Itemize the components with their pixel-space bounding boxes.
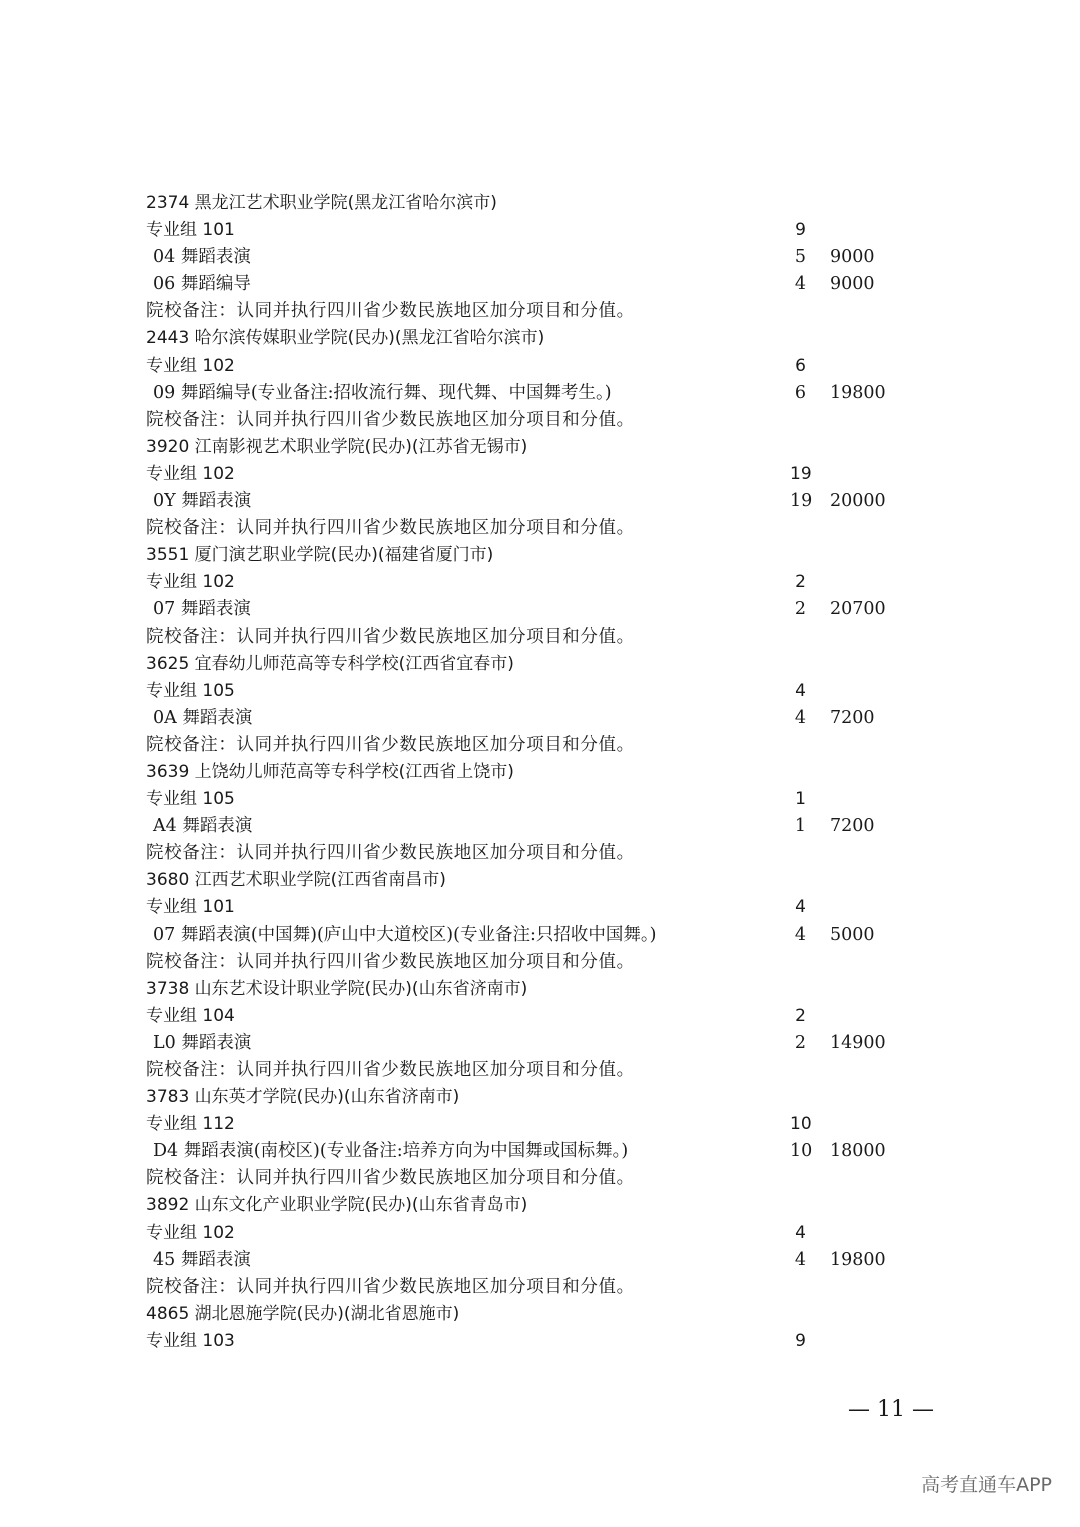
group-label: 专业组 103	[146, 1330, 235, 1351]
school-note: 院校备注：认同并执行四川省少数民族地区加分项目和分值。	[146, 951, 635, 972]
major-plan-count: 4	[794, 924, 807, 945]
major-line	[0, 271, 1080, 298]
major-plan-count: 6	[794, 382, 807, 403]
school-note-line	[0, 840, 1080, 867]
admission-plan-list	[0, 190, 1080, 1355]
group-plan-count: 19	[790, 463, 812, 484]
group-line	[0, 461, 1080, 488]
group-label: 专业组 102	[146, 1222, 235, 1243]
school-line	[0, 759, 1080, 786]
major-line	[0, 1138, 1080, 1165]
group-plan-count: 4	[795, 897, 806, 918]
group-label: 专业组 101	[146, 897, 235, 918]
major-line	[0, 380, 1080, 407]
major-tuition-fee: 18000	[830, 1141, 886, 1162]
school-note-line	[0, 515, 1080, 542]
major-plan-count: 4	[794, 1249, 807, 1270]
school-line	[0, 867, 1080, 894]
major-name: A4 舞蹈表演	[153, 816, 253, 837]
school-line	[0, 1192, 1080, 1219]
major-tuition-fee: 20000	[830, 491, 886, 512]
major-name: D4 舞蹈表演(南校区)(专业备注:培养方向为中国舞或国标舞。)	[153, 1141, 629, 1162]
group-plan-count: 9	[795, 1330, 806, 1351]
major-name: L0 舞蹈表演	[153, 1032, 252, 1053]
group-plan-count: 2	[795, 1005, 806, 1026]
group-line	[0, 678, 1080, 705]
major-tuition-fee: 5000	[830, 924, 875, 945]
group-line	[0, 786, 1080, 813]
school-line	[0, 434, 1080, 461]
major-name: 0A 舞蹈表演	[153, 707, 253, 728]
school-note: 院校备注：认同并执行四川省少数民族地区加分项目和分值。	[146, 734, 635, 755]
major-line	[0, 596, 1080, 623]
school-note-line	[0, 407, 1080, 434]
school-name: 3920 江南影视艺术职业学院(民办)(江苏省无锡市)	[146, 436, 528, 457]
major-plan-count: 4	[794, 707, 807, 728]
group-label: 专业组 101	[146, 220, 235, 241]
school-note: 院校备注：认同并执行四川省少数民族地区加分项目和分值。	[146, 301, 635, 322]
school-note-line	[0, 732, 1080, 759]
major-plan-count: 1	[794, 816, 807, 837]
school-line	[0, 190, 1080, 217]
school-entry	[0, 867, 1080, 975]
school-name: 3625 宜春幼儿师范高等专科学校(江西省宜春市)	[146, 653, 514, 674]
school-note: 院校备注：认同并执行四川省少数民族地区加分项目和分值。	[146, 626, 635, 647]
major-line	[0, 244, 1080, 271]
major-line	[0, 705, 1080, 732]
major-line	[0, 1247, 1080, 1274]
group-line	[0, 1111, 1080, 1138]
group-plan-count: 6	[795, 355, 806, 376]
group-line	[0, 1328, 1080, 1355]
major-line	[0, 488, 1080, 515]
major-line	[0, 1030, 1080, 1057]
group-plan-count: 1	[795, 789, 806, 810]
school-line	[0, 325, 1080, 352]
school-name: 3738 山东艺术设计职业学院(民办)(山东省济南市)	[146, 978, 528, 999]
school-entry	[0, 1084, 1080, 1192]
group-label: 专业组 105	[146, 680, 235, 701]
group-line	[0, 894, 1080, 921]
major-name: 06 舞蹈编导	[153, 274, 251, 295]
group-plan-count: 4	[795, 680, 806, 701]
school-entry	[0, 434, 1080, 542]
group-line	[0, 353, 1080, 380]
school-entry	[0, 325, 1080, 433]
major-name: 09 舞蹈编导(专业备注:招收流行舞、现代舞、中国舞考生。)	[153, 382, 612, 403]
school-name: 3639 上饶幼儿师范高等专科学校(江西省上饶市)	[146, 761, 514, 782]
major-tuition-fee: 7200	[830, 707, 875, 728]
school-name: 3892 山东文化产业职业学院(民办)(山东省青岛市)	[146, 1195, 528, 1216]
group-label: 专业组 102	[146, 355, 235, 376]
major-plan-count: 2	[794, 1032, 807, 1053]
school-entry	[0, 542, 1080, 650]
major-tuition-fee: 9000	[830, 247, 875, 268]
group-line	[0, 1003, 1080, 1030]
major-plan-count: 5	[794, 247, 807, 268]
major-tuition-fee: 19800	[830, 1249, 886, 1270]
major-line	[0, 922, 1080, 949]
school-entry	[0, 1301, 1080, 1355]
group-label: 专业组 105	[146, 789, 235, 810]
school-name: 3551 厦门演艺职业学院(民办)(福建省厦门市)	[146, 545, 494, 566]
school-note: 院校备注：认同并执行四川省少数民族地区加分项目和分值。	[146, 1060, 635, 1080]
group-plan-count: 4	[795, 1222, 806, 1243]
school-note-line	[0, 949, 1080, 976]
school-entry	[0, 759, 1080, 867]
school-name: 2443 哈尔滨传媒职业学院(民办)(黑龙江省哈尔滨市)	[146, 328, 545, 349]
school-note: 院校备注：认同并执行四川省少数民族地区加分项目和分值。	[146, 843, 635, 864]
school-line	[0, 1301, 1080, 1328]
major-tuition-fee: 19800	[830, 382, 886, 403]
school-note-line	[0, 1057, 1080, 1084]
school-entry	[0, 976, 1080, 1084]
major-name: 07 舞蹈表演	[153, 599, 251, 620]
group-plan-count: 10	[790, 1114, 812, 1135]
group-plan-count: 2	[795, 572, 806, 593]
school-name: 3783 山东英才学院(民办)(山东省济南市)	[146, 1087, 460, 1108]
school-name: 4865 湖北恩施学院(民办)(湖北省恩施市)	[146, 1303, 460, 1324]
watermark: 高考直通车APP	[921, 1474, 1052, 1496]
major-line	[0, 813, 1080, 840]
school-note-line	[0, 1274, 1080, 1301]
major-name: 04 舞蹈表演	[153, 247, 251, 268]
school-entry	[0, 1192, 1080, 1300]
group-line	[0, 569, 1080, 596]
major-plan-count: 2	[794, 599, 807, 620]
major-name: 45 舞蹈表演	[153, 1249, 251, 1270]
school-note: 院校备注：认同并执行四川省少数民族地区加分项目和分值。	[146, 409, 635, 430]
school-note-line	[0, 1165, 1080, 1192]
school-entry	[0, 651, 1080, 759]
group-label: 专业组 102	[146, 572, 235, 593]
school-line	[0, 542, 1080, 569]
major-plan-count: 4	[794, 274, 807, 295]
major-tuition-fee: 9000	[830, 274, 875, 295]
school-line	[0, 1084, 1080, 1111]
major-tuition-fee: 20700	[830, 599, 886, 620]
major-name: 07 舞蹈表演(中国舞)(庐山中大道校区)(专业备注:只招收中国舞。)	[153, 924, 657, 945]
group-label: 专业组 102	[146, 463, 235, 484]
school-note-line	[0, 624, 1080, 651]
school-note: 院校备注：认同并执行四川省少数民族地区加分项目和分值。	[146, 1168, 635, 1189]
school-name: 2374 黑龙江艺术职业学院(黑龙江省哈尔滨市)	[146, 193, 497, 213]
school-note: 院校备注：认同并执行四川省少数民族地区加分项目和分值。	[146, 518, 635, 539]
school-entry	[0, 190, 1080, 325]
page-number: — 11 —	[848, 1397, 934, 1422]
major-tuition-fee: 7200	[830, 816, 875, 837]
group-label: 专业组 104	[146, 1005, 235, 1026]
school-note: 院校备注：认同并执行四川省少数民族地区加分项目和分值。	[146, 1276, 635, 1297]
group-line	[0, 217, 1080, 244]
major-name: 0Y 舞蹈表演	[153, 491, 252, 512]
school-name: 3680 江西艺术职业学院(江西省南昌市)	[146, 870, 446, 891]
school-note-line	[0, 298, 1080, 325]
school-line	[0, 651, 1080, 678]
major-plan-count: 19	[790, 491, 813, 512]
school-line	[0, 976, 1080, 1003]
major-plan-count: 10	[790, 1141, 813, 1162]
group-label: 专业组 112	[146, 1114, 235, 1135]
group-plan-count: 9	[795, 220, 806, 241]
group-line	[0, 1220, 1080, 1247]
major-tuition-fee: 14900	[830, 1032, 886, 1053]
